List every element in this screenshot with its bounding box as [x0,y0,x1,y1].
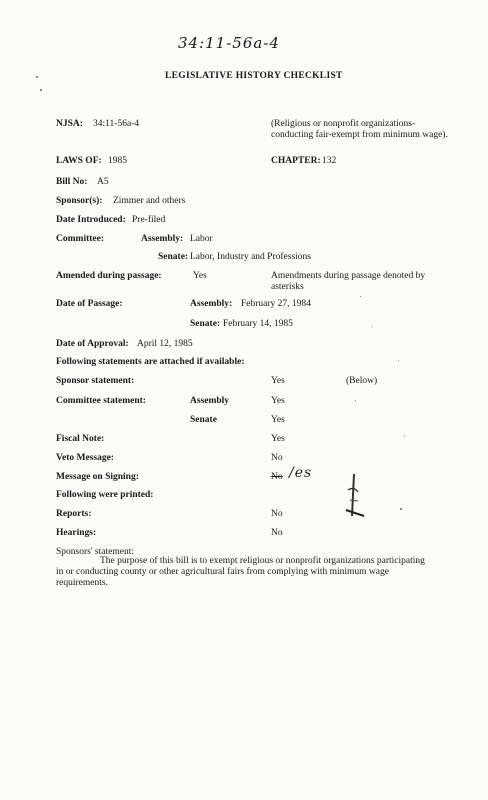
fiscal-note-label: Fiscal Note: [56,434,105,444]
scan-speck [36,76,38,78]
message-on-signing-handwritten: /es [289,465,313,481]
committee-senate-label: Senate: [158,252,189,262]
date-introduced-label: Date Introduced: [56,215,126,225]
sponsors-statement-heading: Sponsors' statement: [56,547,134,557]
sponsors-statement-body: The purpose of this bill is to exempt religious or nonprofit organizations participating in or conducting county or other agricultural fairs from complying with minimum wage requirements. [56,556,425,588]
laws-of-value: 1985 [108,156,127,166]
passage-senate-label: Senate: [190,319,221,329]
committee-statement-senate-value: Yes [271,415,285,425]
fiscal-note-value: Yes [271,434,285,444]
sponsors-label: Sponsor(s): [56,196,103,206]
scan-speck [355,400,356,401]
passage-assembly-label: Assembly: [190,299,233,309]
committee-statement-senate-label: Senate [190,415,217,425]
reports-value: No [271,509,283,519]
sponsor-statement-label: Sponsor statement: [56,376,135,386]
committee-statement-assembly-value: Yes [271,396,285,406]
sponsors-value: Zimmer and others [113,196,186,206]
bill-no-label: Bill No: [56,177,88,187]
sponsor-statement-value: Yes [271,376,285,386]
amended-value: Yes [193,271,207,281]
laws-of-label: LAWS OF: [56,156,102,166]
njsa-label: NJSA: [56,119,83,129]
date-introduced-value: Pre-filed [132,215,166,225]
page-title: LEGISLATIVE HISTORY CHECKLIST [165,71,343,81]
veto-message-value: No [271,453,283,463]
committee-assembly-label: Assembly: [141,234,184,244]
passage-senate-value: February 14, 1985 [223,319,293,329]
following-printed-heading: Following were printed: [56,490,154,500]
approval-label: Date of Approval: [56,339,129,349]
njsa-description: (Religious or nonprofit organizations-conducting fair-exempt from minimum wage). [271,119,448,140]
committee-senate-value: Labor, Industry and Professions [190,252,311,262]
sponsor-statement-note: (Below) [346,376,378,386]
stamp-mark [340,470,400,530]
njsa-value: 34:11-56a-4 [93,119,140,129]
passage-label: Date of Passage: [56,299,123,309]
scan-speck [372,326,373,327]
committee-statement-label: Committee statement: [56,396,146,406]
committee-statement-assembly-label: Assembly [190,396,230,406]
scan-speck [40,89,42,91]
following-attached-heading: Following statements are attached if available: [56,357,245,367]
passage-assembly-value: February 27, 1984 [241,299,311,309]
scan-speck [404,436,405,437]
amended-note: Amendments during passage denoted by asterisks [271,271,426,292]
scan-speck [398,360,399,361]
approval-value: April 12, 1985 [137,339,193,349]
committee-assembly-value: Labor [190,234,213,244]
handwritten-statute-number: 34:11-56a-4 [178,34,280,52]
reports-label: Reports: [56,509,92,519]
hearings-label: Hearings: [56,528,97,538]
scan-speck [400,508,402,510]
message-on-signing-value: No [271,472,283,482]
committee-label: Committee: [56,234,105,244]
chapter-label: CHAPTER: [271,156,321,166]
amended-label: Amended during passage: [56,271,162,281]
veto-message-label: Veto Message: [56,453,114,463]
chapter-value: 132 [322,156,337,166]
hearings-value: No [271,528,283,538]
message-on-signing-label: Message on Signing: [56,472,139,482]
bill-no-value: A5 [97,177,109,187]
scan-speck [360,296,361,297]
